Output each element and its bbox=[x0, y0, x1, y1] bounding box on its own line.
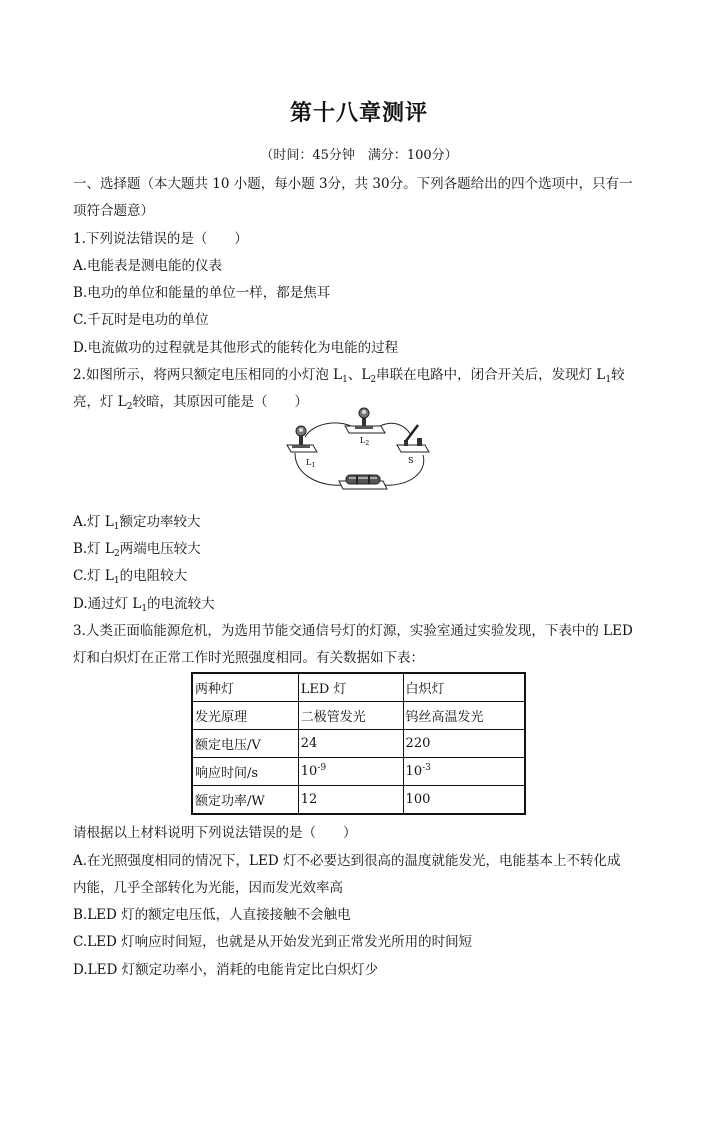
table-row bbox=[192, 758, 525, 786]
table-row bbox=[192, 730, 525, 758]
q2-stem-line1 bbox=[73, 363, 625, 383]
table-header-cell: 两种灯 bbox=[192, 673, 298, 702]
option-text: 的电流较大 bbox=[147, 596, 215, 612]
q2-option-c bbox=[73, 564, 187, 584]
q2-stem-text: 、L bbox=[347, 367, 371, 383]
label-s: S bbox=[408, 456, 414, 465]
page-title: 第十八章测评 bbox=[289, 101, 428, 126]
table-cell: 100 bbox=[403, 786, 525, 815]
table-row bbox=[192, 702, 525, 730]
subscript: 1 bbox=[342, 375, 348, 385]
table-header-cell: 白炽灯 bbox=[403, 673, 525, 702]
table-cell bbox=[298, 758, 403, 786]
power-base: 10 bbox=[405, 764, 423, 779]
q2-stem-text: 2.如图所示，将两只额定电压相同的小灯泡 L bbox=[73, 367, 343, 383]
option-text: B.灯 L bbox=[73, 541, 114, 557]
table-cell: 二极管发光 bbox=[298, 702, 403, 730]
table-header-cell: LED 灯 bbox=[298, 673, 403, 702]
label-l1: $L_1$ bbox=[306, 458, 316, 469]
section-instructions-line2: 项符合题意） bbox=[73, 203, 154, 219]
q2-option-b bbox=[73, 537, 201, 557]
q3-option-b: B.LED 灯的额定电压低，人直接接触不会触电 bbox=[73, 907, 351, 923]
option-text: 的电阻较大 bbox=[119, 568, 188, 584]
table-cell: 220 bbox=[403, 730, 525, 758]
q3-question: 请根据以上材料说明下列说法错误的是（ ） bbox=[73, 825, 357, 841]
option-text: A.灯 L bbox=[73, 514, 114, 530]
q3-option-c: C.LED 灯响应时间短，也就是从开始发光到正常发光所用的时间短 bbox=[73, 934, 473, 950]
switch-s bbox=[397, 425, 429, 452]
battery bbox=[339, 475, 387, 489]
table-cell: 响应时间/s bbox=[192, 758, 298, 786]
q2-stem-text: 较 bbox=[611, 367, 625, 383]
q3-option-a-line1: A.在光照强度相同的情况下，LED 灯不必要达到很高的温度就能发光，电能基本上不转化成 bbox=[73, 853, 621, 869]
table-cell: 12 bbox=[298, 786, 403, 815]
lamp-comparison-table bbox=[191, 672, 526, 815]
table-cell: 24 bbox=[298, 730, 403, 758]
power-base: 10 bbox=[300, 764, 318, 779]
table-row bbox=[192, 786, 525, 815]
q1-option-c: C.千瓦时是电功的单位 bbox=[73, 312, 209, 328]
table-row bbox=[192, 673, 525, 702]
q1-option-a: A.电能表是测电能的仪表 bbox=[73, 258, 223, 274]
q2-stem-line2 bbox=[73, 390, 308, 410]
subscript: 2 bbox=[370, 375, 377, 385]
subscript: 1 bbox=[113, 576, 120, 586]
q2-option-d bbox=[73, 592, 215, 612]
option-text: 额定功率较大 bbox=[119, 514, 201, 530]
table-cell: 钨丝高温发光 bbox=[403, 702, 525, 730]
q2-stem-text: 较暗，其原因可能是（ ） bbox=[132, 394, 308, 410]
q3-stem-line1: 3.人类正面临能源危机，为选用节能交通信号灯的灯源，实验室通过实验发现，下表中的 LED bbox=[73, 623, 633, 639]
lamp-l1 bbox=[287, 426, 317, 452]
subscript: 1 bbox=[605, 375, 612, 385]
lamp-l2 bbox=[345, 408, 385, 433]
subscript: 1 bbox=[141, 604, 148, 614]
power-exponent: -9 bbox=[317, 763, 327, 773]
table-cell: 额定电压/V bbox=[192, 730, 298, 758]
q1-option-b: B.电功的单位和能量的单位一样，都是焦耳 bbox=[73, 285, 331, 301]
table-cell: 发光原理 bbox=[192, 702, 298, 730]
option-text: C.灯 L bbox=[73, 568, 114, 584]
option-text: 两端电压较大 bbox=[119, 541, 201, 557]
q2-option-a bbox=[73, 510, 201, 530]
subscript: 2 bbox=[113, 549, 120, 559]
q3-option-a-line2: 内能，几乎全部转化为光能，因而发光效率高 bbox=[73, 880, 343, 896]
power-exponent: -3 bbox=[422, 763, 431, 773]
q1-stem: 1.下列说法错误的是（ ） bbox=[73, 231, 248, 247]
circuit-diagram-figure bbox=[283, 405, 435, 495]
q3-option-d: D.LED 灯额定功率小，消耗的电能肯定比白炽灯少 bbox=[73, 962, 379, 978]
q2-stem-text: 串联在电路中，闭合开关后，发现灯 L bbox=[376, 367, 606, 383]
option-text: D.通过灯 L bbox=[73, 596, 142, 612]
section-instructions-line1: 一、选择题（本大题共 10 小题，每小题 3分，共 30分。下列各题给出的四个选项中，只有一 bbox=[73, 176, 633, 192]
table-cell: 额定功率/W bbox=[192, 786, 298, 815]
q1-option-d: D.电流做功的过程就是其他形式的能转化为电能的过程 bbox=[73, 340, 399, 356]
subscript: 1 bbox=[113, 522, 120, 532]
table-cell bbox=[403, 758, 525, 786]
label-l2: $L_2$ bbox=[360, 436, 370, 447]
q2-stem-text: 亮，灯 L bbox=[73, 394, 127, 410]
exam-time-info: （时间：45分钟 满分：100分） bbox=[260, 148, 458, 163]
q3-stem-line2: 灯和白炽灯在正常工作时光照强度相同。有关数据如下表： bbox=[73, 650, 424, 666]
subscript: 2 bbox=[126, 402, 133, 412]
